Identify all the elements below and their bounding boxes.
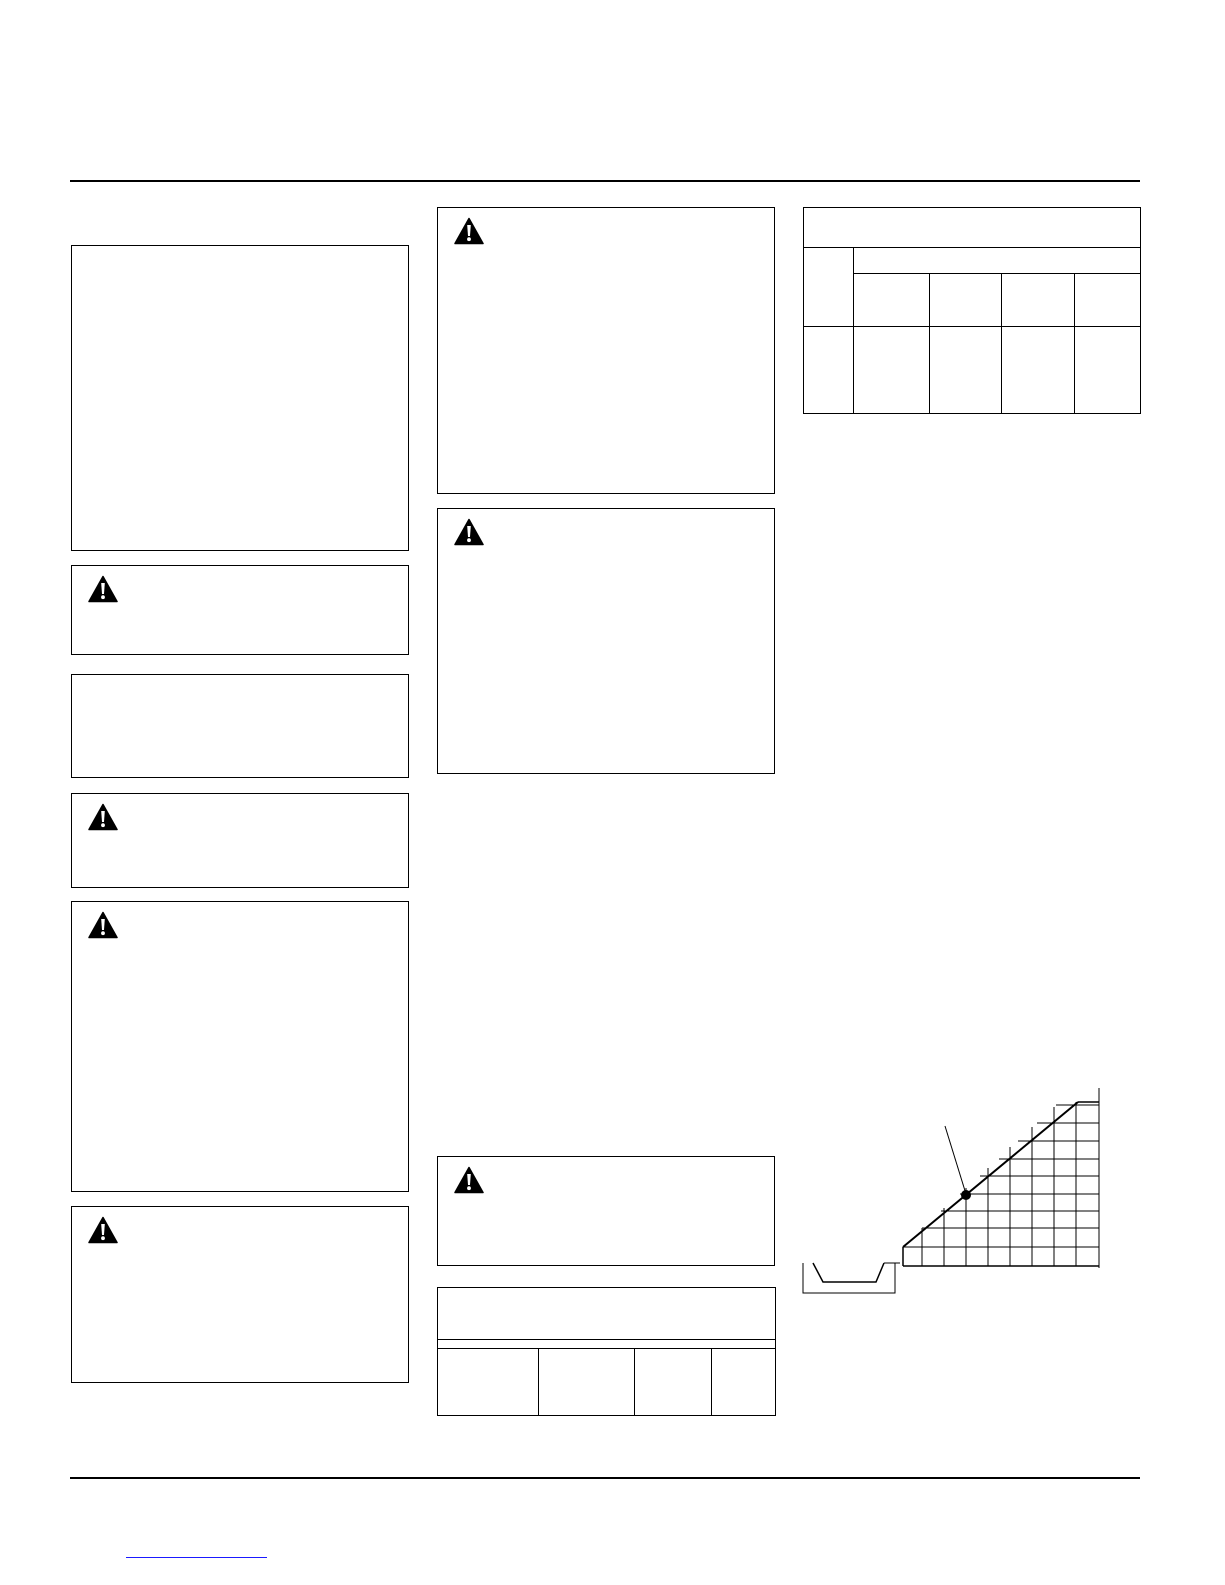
table-row	[804, 327, 1141, 414]
table-cell	[1002, 327, 1075, 414]
trench-profile	[813, 1263, 884, 1282]
warning-triangle-icon	[88, 575, 118, 603]
warning-box	[71, 793, 409, 888]
table-cell	[539, 1349, 635, 1416]
spec-table-middle	[437, 1287, 776, 1416]
warning-box	[71, 901, 409, 1192]
table-group-header-cell	[854, 248, 1141, 274]
header-rule	[70, 180, 1140, 182]
table-cell	[438, 1349, 539, 1416]
footer-link-underline[interactable]	[126, 1557, 267, 1558]
table-header-cell	[1075, 274, 1141, 327]
table-cell	[930, 327, 1002, 414]
warning-triangle-icon	[88, 911, 118, 939]
table-row	[438, 1349, 776, 1416]
table-row	[438, 1288, 776, 1340]
leader-line	[945, 1126, 966, 1194]
notice-box	[71, 674, 409, 778]
table-row	[438, 1340, 776, 1349]
warning-box	[71, 565, 409, 655]
table-cell	[854, 327, 930, 414]
table-title-cell	[804, 208, 1141, 248]
notice-box	[71, 245, 409, 551]
slope-line	[903, 1102, 1078, 1247]
warning-box	[437, 508, 775, 774]
warning-triangle-icon	[454, 217, 484, 245]
slope-grid	[903, 1102, 1099, 1266]
table-header-cell	[438, 1288, 776, 1340]
table-header-cell	[1002, 274, 1075, 327]
warning-triangle-icon	[454, 518, 484, 546]
table-cell	[712, 1349, 776, 1416]
table-cell	[635, 1349, 712, 1416]
table-row	[804, 274, 1141, 327]
table-row	[804, 248, 1141, 274]
warning-box	[437, 1156, 775, 1266]
table-cell	[804, 327, 854, 414]
slope-marker-dot	[961, 1190, 971, 1200]
table-cell	[1075, 327, 1141, 414]
footer-rule	[70, 1477, 1140, 1479]
trench-outline	[803, 1263, 895, 1293]
warning-triangle-icon	[88, 803, 118, 831]
warning-box	[71, 1206, 409, 1383]
table-header-cell	[930, 274, 1002, 327]
slope-grid-diagram	[800, 1080, 1110, 1300]
spec-table-right	[803, 207, 1141, 414]
table-row-header-cell	[804, 248, 854, 327]
table-header-cell	[854, 274, 930, 327]
warning-triangle-icon	[88, 1216, 118, 1244]
table-row	[804, 208, 1141, 248]
table-divider-cell	[438, 1340, 776, 1349]
warning-box	[437, 207, 775, 494]
warning-triangle-icon	[454, 1166, 484, 1194]
